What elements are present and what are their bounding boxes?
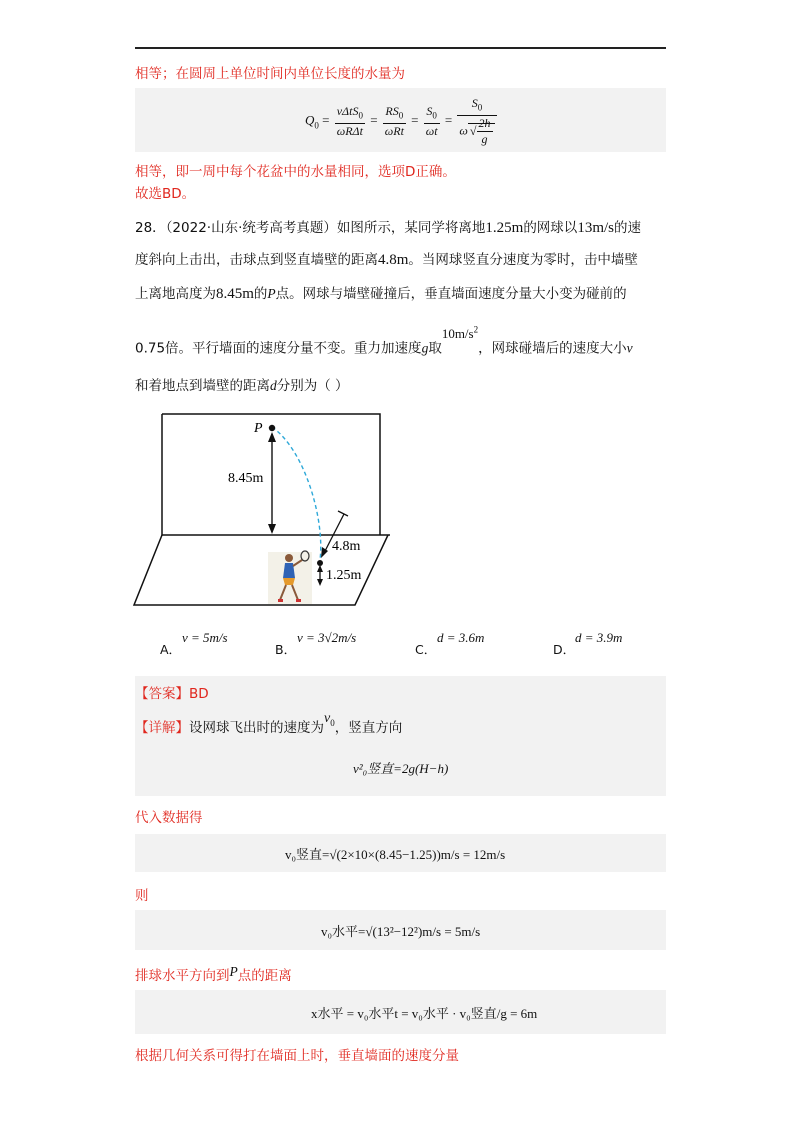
step-label-4: 根据几何关系可得打在墙面上时，垂直墙面的速度分量 bbox=[135, 1048, 459, 1064]
label-distance: 4.8m bbox=[332, 539, 361, 554]
equation-vertical: v²₀竖直=2g(H−h) bbox=[353, 761, 449, 776]
equation-q0: $Q_0$ = $\frac{v\Delta tS_0}{\text{ωRΔt}}$ = $\frac{RS_0}{\text{ωRt}}$ = $\frac{S_0}{\omega t}$ = $S_0$ ω √ $\frac{2h}{g}$ bbox=[305, 96, 499, 147]
wall-left-edge bbox=[162, 414, 390, 535]
label-p: P bbox=[254, 421, 263, 436]
solution-line-2: 相等，即一周中每个花盆中的水量相同，选项D正确。 bbox=[135, 164, 456, 180]
label-hit-height: 1.25m bbox=[326, 568, 362, 583]
answer-box bbox=[135, 676, 666, 796]
point-p-dot bbox=[269, 425, 275, 431]
header-rule bbox=[135, 47, 666, 49]
answer-line: 【答案】BD bbox=[135, 686, 209, 702]
question-line-5: 和着地点到墙壁的距离d分别为（ ） bbox=[135, 378, 349, 394]
detail-line: 【详解】设网球飞出时的速度为$v_0$，竖直方向 bbox=[135, 711, 403, 736]
question-line-2: 度斜向上击出，击球点到竖直墙壁的距离4.8m。当网球竖直分速度为零时，击中墙壁 bbox=[135, 252, 638, 268]
equation-v0-horizontal: v₀水平=√(13²−12²)m/s = 5m/s bbox=[321, 924, 481, 939]
trajectory-path bbox=[272, 427, 321, 560]
equation-box-4 bbox=[135, 990, 666, 1034]
question-line-1: 28．（2022·山东·统考高考真题）如图所示，某同学将离地1.25m的网球以13m/s的速 bbox=[135, 220, 641, 236]
equation-box-3 bbox=[135, 910, 666, 950]
tennis-wall-figure bbox=[130, 410, 390, 610]
step-label-3: 排球水平方向到P点的距离 bbox=[135, 964, 292, 984]
solution-line-1: 相等；在圆周上单位时间内单位长度的水量为 bbox=[135, 66, 405, 82]
solution-line-3: 故选BD。 bbox=[135, 186, 196, 202]
question-line-3: 上离地高度为8.45m的P点。网球与墙壁碰撞后，垂直墙面速度分量大小变为碰前的 bbox=[135, 286, 627, 302]
question-line-4: 0.75倍。平行墙面的速度分量不变。重力加速度g取$10m/s^2$，网球碰墙后的速度大小v bbox=[135, 325, 633, 357]
equation-x-horizontal: x水平 = v₀水平t = v₀水平 · v₀竖直/g = 6m bbox=[311, 1006, 538, 1021]
equation-v0-vertical: v₀竖直=√(2×10×(8.45−1.25))m/s = 12m/s bbox=[285, 847, 506, 862]
step-label-2: 则 bbox=[135, 888, 149, 904]
wall-top-edge bbox=[162, 414, 380, 535]
step-label-1: 代入数据得 bbox=[135, 810, 203, 826]
equation-box-2 bbox=[135, 834, 666, 872]
page: 相等；在圆周上单位时间内单位长度的水量为 $Q_0$ = $\frac{v\Delta tS_0}{\text{ωRΔt}}$ = $\frac{RS_0}{\text{ωRt}}$ = $\frac{S_0}{\omega t}$ = $S_0$ ω √ $\frac{2h}{g}$ 相等，即一周中每个花盆中的水量相同，选项D正确。 故选BD。 28．（2022·山东·统考高考真题）如图所示，某同学将离地1.25m的网球以13m/s的速 度斜向上击出，击球点到竖直墙壁的距离4.8m。当网球竖直分速度为零时，击中墙壁 上离地高度为8.45m的P点。网球与墙壁碰撞后，垂直墙面速度分量大小变为碰前的 0.75倍。平行墙面的速度分量不变。重力加速度g取$10m/s^2$，网球碰墙后的速度大小v 和着地点到墙壁的距离d分别为（ ） P 8.45m 4.8m 1.25m A． v = 5m/s B． v = 3√2m/s C． d = 3.6m D． d = 3.9m 【答案】BD 【详解】设网球飞出时的速度为$v_0$，竖直方向 v²₀竖直=2g(H−h) 代入数据得 v₀竖直=√(2×10×(8.45−1.25))m/s = 12m/s 则 v₀水平=√(13²−12²)m/s = 5m/s 排球水平方向到P点的距离 x水平 = v₀水平t = v₀水平 · v₀竖直/g = 6m 根据几何关系可得打在墙面上时，垂直墙面的速度分量 bbox=[0, 0, 800, 1132]
label-height: 8.45m bbox=[228, 471, 264, 486]
equation-box-1 bbox=[135, 88, 666, 152]
